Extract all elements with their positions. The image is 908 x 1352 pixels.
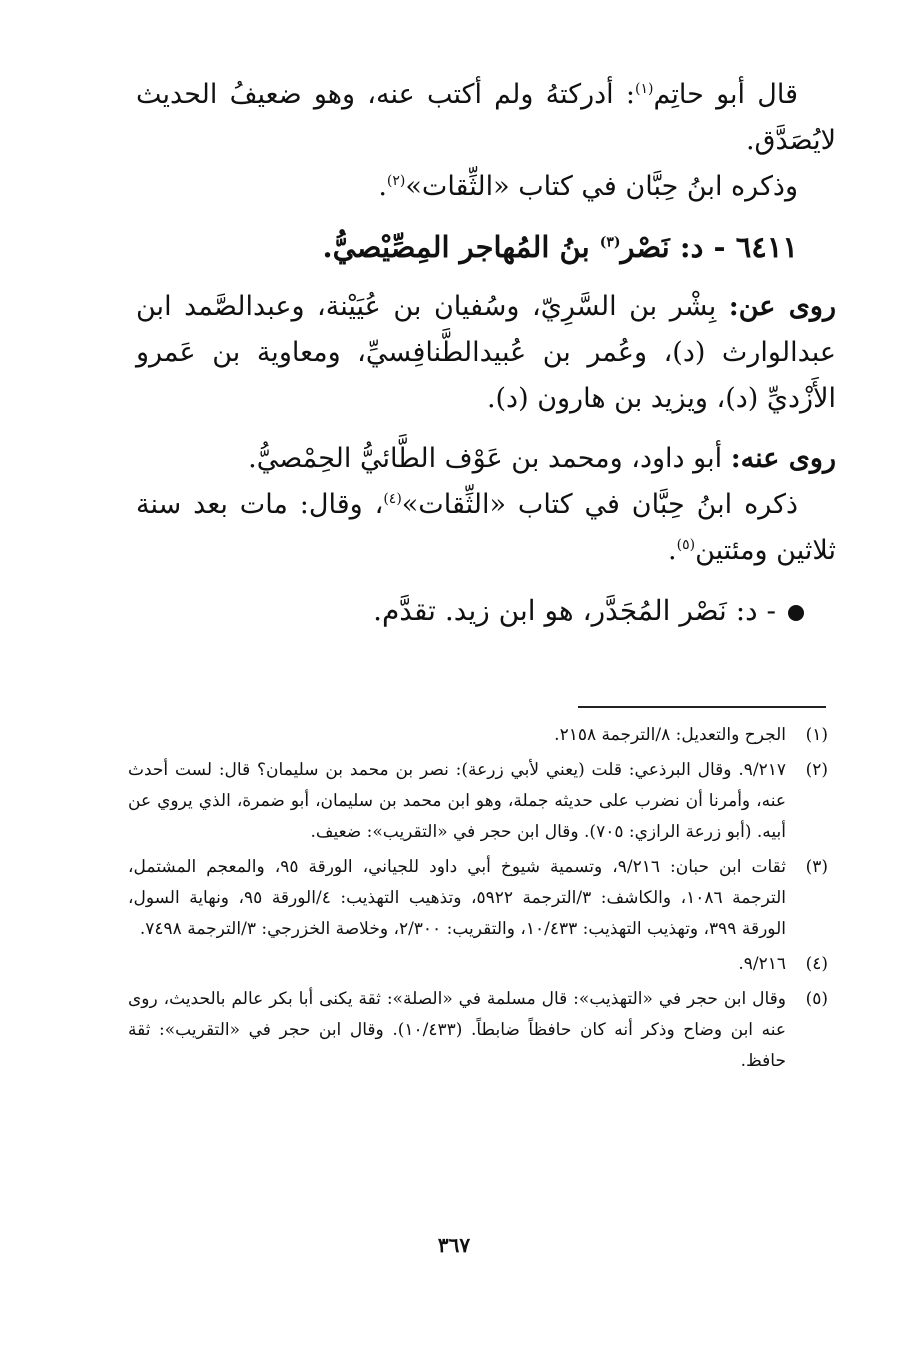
main-text [136, 72, 836, 634]
footnote-number: (٥) [805, 989, 828, 1009]
bullet-icon [788, 605, 804, 621]
footnote-number: (٤) [805, 954, 828, 974]
footnote-ref-2: (٢) [386, 173, 406, 189]
footnote-number: (١) [805, 725, 828, 745]
footnote-text: وقال ابن حجر في «التهذيب»: قال مسلمة في «الصلة»: ثقة يكنى أبا بكر عالم بالحديث، روى عنه ابن وضاح وذكر أنه كان حافظاً ضابطاً. (١٠/٤٣٣). وقال ابن حجر في «التقريب»: ثقة حافظ. [128, 989, 786, 1071]
paragraph-rawa-anhu: روى عنه: أبو داود، ومحمد بن عَوْف الطَّائيُّ الحِمْصيُّ. [248, 443, 836, 474]
footnote-ref-4: (٤) [383, 491, 402, 507]
footnote-number: (٢) [805, 760, 828, 780]
footnote-ref-5: (٥) [676, 537, 696, 553]
page-number: ٣٦٧ [437, 1233, 471, 1257]
footnote-item [128, 984, 828, 1077]
footnote-item [128, 720, 828, 751]
cross-reference-line: - د: نَصْر المُجَدَّر، هو ابن زيد. تقدَّم. [136, 588, 836, 634]
footnote-item [128, 949, 828, 980]
paragraph-abu-hatim: قال أبو حاتِم$^{(١)}$: أدركتهُ ولم أكتب عنه، وهو ضعيفُ الحديث لايُصَدَّق. [136, 79, 836, 156]
footnote-number: (٣) [805, 857, 828, 877]
paragraph-ibn-hibban-2: ذكره ابنُ حِبَّان في كتاب «الثِّقات»$^{(٤)}$، وقال: مات بعد سنة ثلاثين ومئتين$^{(٥)}$. [136, 489, 836, 566]
paragraph-ibn-hibban-1: وذكره ابنُ حِبَّان في كتاب «الثِّقات»$^{(٢)}$. [378, 171, 798, 202]
footnote-text: ٩/٢١٦. [738, 954, 786, 974]
entry-heading: ٦٤١١ - د: نَصْر$^{(٣)}$ بنُ المُهاجر المِصِّيْصيُّ. [322, 230, 798, 264]
footnotes [128, 720, 828, 1081]
footnote-ref-1: (١) [634, 81, 654, 97]
paragraph-rawa-an: روى عن: بِشْر بن السَّرِيّ، وسُفيان بن عُيَيْنة، وعبدالصَّمد ابن عبدالوارث (د)، وعُمر بن عُبيدالطَّنافِسيِّ، ومعاوية بن عَمرو الأَزْديِّ (د)، ويزيد بن هارون (د). [136, 291, 836, 414]
footnote-ref-3: (٣) [599, 234, 621, 251]
footnote-text: ثقات ابن حبان: ٩/٢١٦، وتسمية شيوخ أبي داود للجياني، الورقة ٩٥، والمعجم المشتمل، الترجمة ١٠٨٦، والكاشف: ٣/الترجمة ٥٩٢٢، وتذهيب التهذيب: ٤/الورقة ٩٥، ونهاية السول، الورقة ٣٩٩، وتهذيب التهذيب: ١٠/٤٣٣، والتقريب: ٢/٣٠٠، وخلاصة الخزرجي: ٣/الترجمة ٧٤٩٨. [128, 857, 786, 939]
footnote-item [128, 852, 828, 945]
footnote-separator [578, 706, 826, 708]
footnote-text: الجرح والتعديل: ٨/الترجمة ٢١٥٨. [554, 725, 786, 745]
label-rawa-anhu: روى عنه: [730, 443, 836, 474]
footnote-item [128, 755, 828, 848]
label-rawa-an: روى عن: [728, 291, 836, 322]
footnote-text: ٩/٢١٧. وقال البرذعي: قلت (يعني لأبي زرعة): نصر بن محمد بن سليمان؟ قال: لست أحدث عنه، وأمرنا أن نضرب على حديثه جملة، وهو ابن محمد بن سليمان، أبو ضمرة، الذي يروي عن أبيه. (أبو زرعة الرازي: ٧٠٥). وقال ابن حجر في «التقريب»: ضعيف. [128, 760, 786, 842]
